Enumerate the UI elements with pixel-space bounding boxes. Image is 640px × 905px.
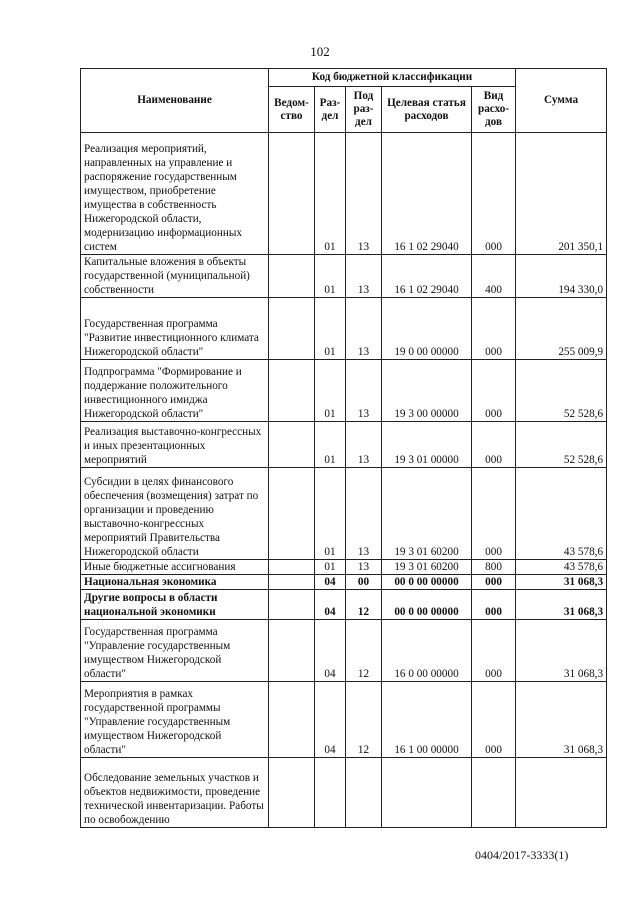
header-name: Наименование: [81, 69, 269, 133]
cell-razdel: 04: [315, 620, 346, 682]
cell-ved: [269, 468, 315, 560]
cell-podrazdel: 00: [346, 575, 382, 590]
table-row: [81, 360, 607, 422]
table-row: [81, 560, 607, 575]
cell-podrazdel: 12: [346, 590, 382, 620]
cell-vid: 000: [472, 590, 516, 620]
cell-podrazdel: [346, 758, 382, 828]
cell-razdel: 01: [315, 560, 346, 575]
cell-podrazdel: 13: [346, 560, 382, 575]
cell-ved: [269, 360, 315, 422]
cell-razdel: 01: [315, 422, 346, 468]
table-row: [81, 682, 607, 758]
cell-podrazdel: 13: [346, 360, 382, 422]
table-row: [81, 620, 607, 682]
cell-statya: 16 0 00 00000: [382, 620, 472, 682]
cell-statya: 19 0 00 00000: [382, 298, 472, 360]
budget-table: [80, 68, 607, 828]
cell-name: Национальная экономика: [81, 575, 269, 590]
table-row: [81, 255, 607, 298]
cell-ved: [269, 682, 315, 758]
cell-razdel: 04: [315, 590, 346, 620]
cell-podrazdel: 12: [346, 620, 382, 682]
cell-vid: 000: [472, 682, 516, 758]
cell-summa: 194 330,0: [516, 255, 607, 298]
document-code: 0404/2017-3333(1): [475, 848, 569, 862]
cell-summa: 255 009,9: [516, 298, 607, 360]
cell-statya: 00 0 00 00000: [382, 590, 472, 620]
cell-podrazdel: 13: [346, 468, 382, 560]
cell-razdel: 01: [315, 133, 346, 255]
header-podrazdel: Под раз-дел: [346, 87, 382, 133]
cell-name: Государственная программа "Управление государственным имуществом Нижегородской области": [81, 620, 269, 682]
cell-name: Мероприятия в рамках государственной программы "Управление государственным имуществом Нижегородской области": [81, 682, 269, 758]
cell-vid: 000: [472, 360, 516, 422]
header-group: Код бюджетной классификации: [269, 69, 516, 87]
cell-ved: [269, 560, 315, 575]
cell-vid: 800: [472, 560, 516, 575]
cell-podrazdel: 12: [346, 682, 382, 758]
cell-name: Государственная программа "Развитие инвестиционного климата Нижегородской области": [81, 298, 269, 360]
header-vid: Вид расхо-дов: [472, 87, 516, 133]
cell-summa: 43 578,6: [516, 560, 607, 575]
cell-vid: [472, 758, 516, 828]
cell-statya: [382, 758, 472, 828]
cell-statya: 00 0 00 00000: [382, 575, 472, 590]
table-row: [81, 298, 607, 360]
table-row: [81, 133, 607, 255]
cell-summa: 52 528,6: [516, 360, 607, 422]
cell-summa: 43 578,6: [516, 468, 607, 560]
cell-summa: 31 068,3: [516, 620, 607, 682]
cell-ved: [269, 255, 315, 298]
cell-vid: 000: [472, 468, 516, 560]
cell-name: Реализация выставочно-конгрессных и иных презентационных мероприятий: [81, 422, 269, 468]
header-vedomstvo: Ведом-ство: [269, 87, 315, 133]
cell-vid: 000: [472, 133, 516, 255]
cell-statya: 16 1 02 29040: [382, 255, 472, 298]
cell-name: Реализация мероприятий, направленных на управление и распоряжение государственным имуществом, приобретение имущества в собственность Нижегородской области, модернизацию информационных систем: [81, 133, 269, 255]
cell-summa: 31 068,3: [516, 575, 607, 590]
table-row: [81, 758, 607, 828]
cell-name: Иные бюджетные ассигнования: [81, 560, 269, 575]
header-summa: Сумма: [516, 69, 607, 133]
table-row: [81, 590, 607, 620]
cell-statya: 19 3 01 00000: [382, 422, 472, 468]
cell-razdel: 01: [315, 255, 346, 298]
cell-summa: 31 068,3: [516, 590, 607, 620]
cell-name: Обследование земельных участков и объектов недвижимости, проведение технической инвентаризации. Работы по освобождению: [81, 758, 269, 828]
cell-podrazdel: 13: [346, 422, 382, 468]
cell-razdel: [315, 758, 346, 828]
cell-podrazdel: 13: [346, 255, 382, 298]
cell-ved: [269, 422, 315, 468]
cell-summa: 31 068,3: [516, 682, 607, 758]
cell-statya: 16 1 02 29040: [382, 133, 472, 255]
cell-razdel: 01: [315, 360, 346, 422]
cell-podrazdel: 13: [346, 298, 382, 360]
cell-vid: 000: [472, 298, 516, 360]
cell-summa: 201 350,1: [516, 133, 607, 255]
cell-ved: [269, 590, 315, 620]
table-row: [81, 575, 607, 590]
cell-summa: 52 528,6: [516, 422, 607, 468]
cell-vid: 000: [472, 620, 516, 682]
cell-summa: [516, 758, 607, 828]
table-row: [81, 422, 607, 468]
cell-razdel: 01: [315, 298, 346, 360]
cell-ved: [269, 575, 315, 590]
cell-ved: [269, 758, 315, 828]
cell-vid: 000: [472, 422, 516, 468]
cell-razdel: 01: [315, 468, 346, 560]
cell-ved: [269, 620, 315, 682]
cell-statya: 16 1 00 00000: [382, 682, 472, 758]
page-number: 102: [310, 44, 330, 59]
cell-statya: 19 3 01 60200: [382, 468, 472, 560]
cell-statya: 19 3 01 60200: [382, 560, 472, 575]
header-razdel: Раз-дел: [315, 87, 346, 133]
cell-ved: [269, 133, 315, 255]
table-row: [81, 468, 607, 560]
cell-name: Капитальные вложения в объекты государственной (муниципальной) собственности: [81, 255, 269, 298]
cell-name: Другие вопросы в области национальной экономики: [81, 590, 269, 620]
cell-podrazdel: 13: [346, 133, 382, 255]
header-statya: Целевая статья расходов: [382, 87, 472, 133]
cell-razdel: 04: [315, 682, 346, 758]
cell-vid: 400: [472, 255, 516, 298]
cell-name: Подпрограмма "Формирование и поддержание положительного инвестиционного имиджа Нижегородской области": [81, 360, 269, 422]
cell-statya: 19 3 00 00000: [382, 360, 472, 422]
cell-vid: 000: [472, 575, 516, 590]
cell-razdel: 04: [315, 575, 346, 590]
cell-ved: [269, 298, 315, 360]
cell-name: Субсидии в целях финансового обеспечения (возмещения) затрат по организации и проведению выставочно-конгрессных мероприятий Правительства Нижегородской области: [81, 468, 269, 560]
